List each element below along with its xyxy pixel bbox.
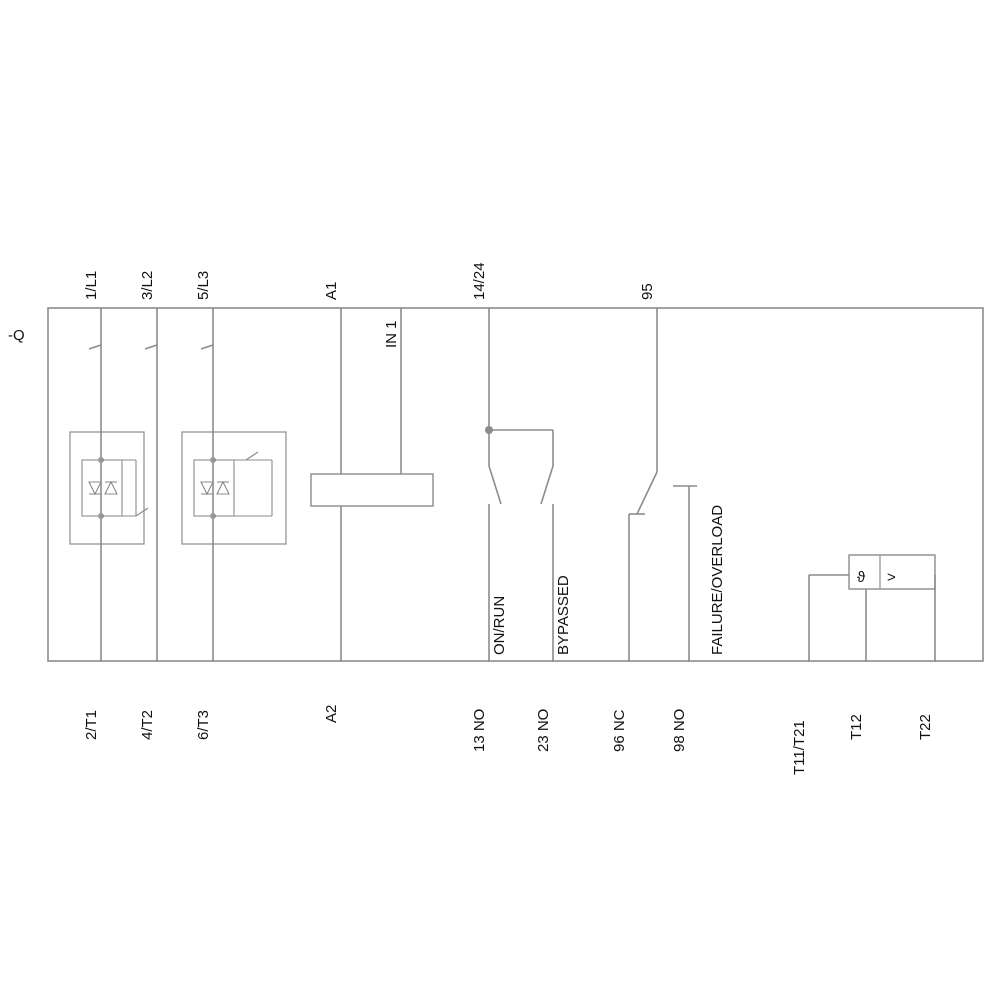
function-label-failure-overload: FAILURE/OVERLOAD [709, 504, 726, 655]
top-terminal-label-95: 95 [639, 283, 656, 300]
bottom-terminal-label-t12: T12 [848, 714, 865, 740]
bottom-terminal-label-4-t2: 4/T2 [139, 709, 156, 740]
function-label-on-run: ON/RUN [491, 595, 508, 655]
bottom-terminal-label-98no: 98 NO [671, 708, 688, 752]
thyristor-pair-box-1 [82, 460, 122, 516]
thyristor-symbol-1a [89, 482, 101, 494]
thermistor-theta-icon: ϑ [857, 569, 866, 586]
bottom-terminal-label-t11-t21: T11/T21 [791, 720, 808, 775]
changeover-blade [637, 472, 657, 514]
top-terminal-label-5-l3: 5/L3 [195, 270, 212, 300]
bottom-terminal-label-23no: 23 NO [535, 708, 552, 752]
bottom-terminal-label-6-t3: 6/T3 [195, 709, 212, 740]
top-terminal-label-in1: IN 1 [383, 320, 400, 348]
contact-mark-l1 [89, 345, 101, 349]
thyristor-symbol-2b [217, 482, 229, 494]
contact-mark-l2 [145, 345, 157, 349]
function-label-bypassed: BYPASSED [555, 575, 572, 655]
device-tag-label: -Q [8, 327, 25, 344]
top-terminal-label-3-l2: 3/L2 [139, 270, 156, 300]
bypass-contact-2 [246, 452, 258, 460]
thyristor-symbol-1b [105, 482, 117, 494]
contact-mark-l3 [201, 345, 213, 349]
control-electronics-block [311, 474, 433, 506]
bottom-terminal-label-t22: T22 [917, 714, 934, 740]
bypass-contact-1 [136, 508, 148, 516]
bottom-terminal-label-96nc: 96 NC [611, 709, 628, 752]
thyristor-module-1 [70, 432, 144, 544]
device-outline [48, 308, 983, 661]
bottom-terminal-label-13no: 13 NO [471, 708, 488, 752]
top-terminal-label-1-l1: 1/L1 [83, 270, 100, 300]
thermistor-greater-icon: > [887, 569, 896, 586]
bottom-terminal-label-a2: A2 [323, 704, 340, 723]
contact-blade-13no [489, 466, 501, 504]
contact-blade-23no [541, 466, 553, 504]
bottom-terminal-label-2-t1: 2/T1 [83, 709, 100, 740]
thyristor-symbol-2a [201, 482, 213, 494]
thyristor-pair-box-2 [194, 460, 234, 516]
top-terminal-label-a1: A1 [323, 281, 340, 300]
top-terminal-label-14-24: 14/24 [471, 262, 488, 300]
